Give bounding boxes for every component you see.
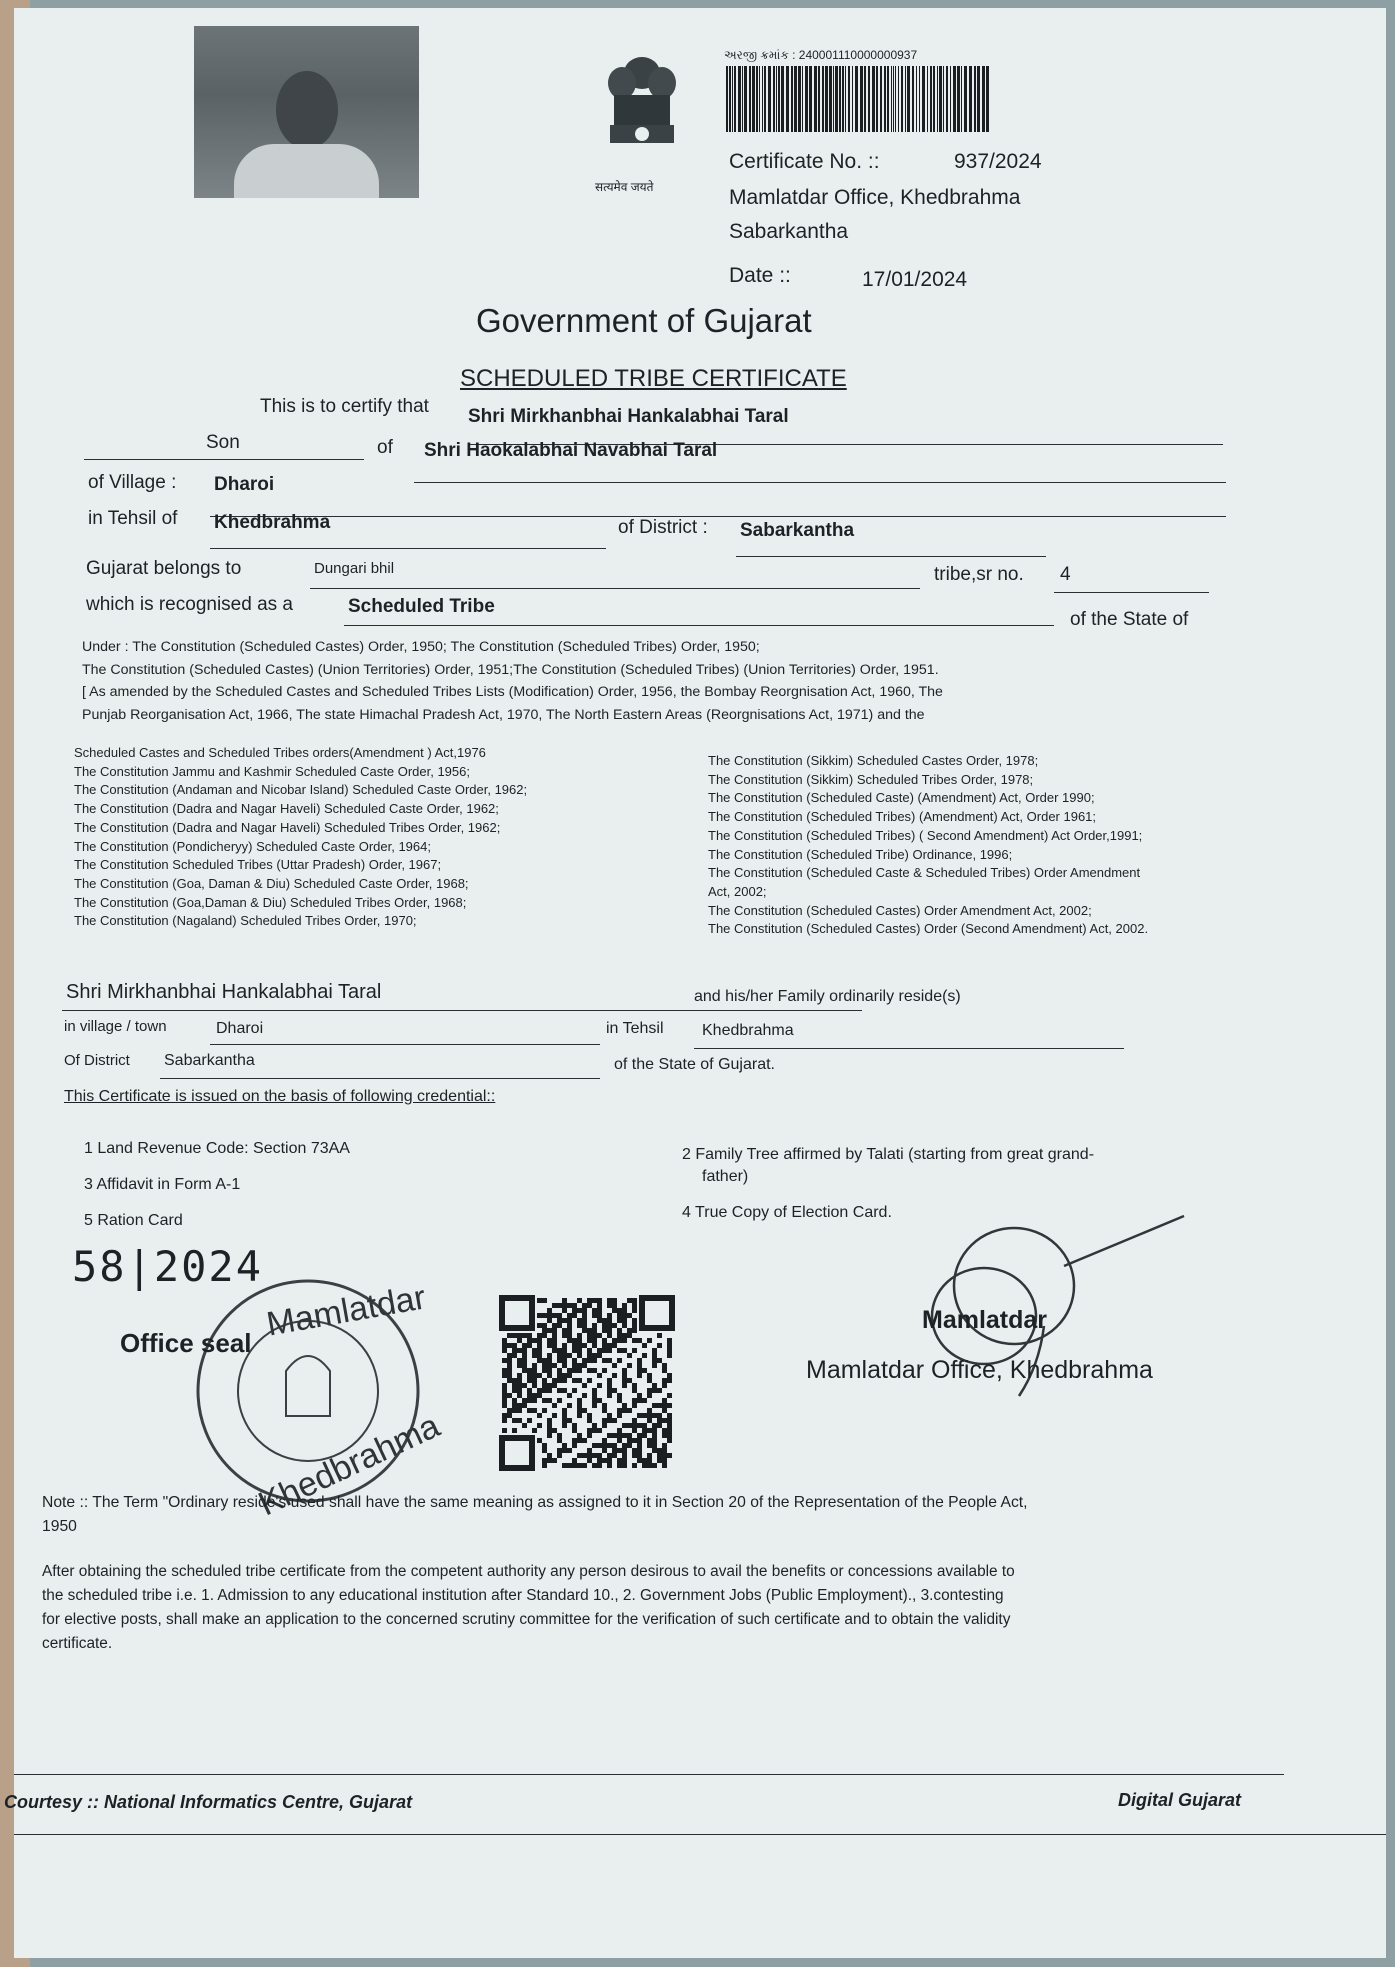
- national-emblem-icon: [592, 43, 692, 173]
- credentials-heading: This Certificate is issued on the basis of following credential::: [64, 1088, 496, 1105]
- order-item: The Constitution (Sikkim) Scheduled Tribes Order, 1978;: [708, 771, 1034, 787]
- validity-note: [42, 1560, 1015, 1656]
- residence-village-label: in village / town: [64, 1018, 167, 1035]
- order-item: The Constitution (Pondicheryy) Scheduled Caste Order, 1964;: [74, 838, 431, 854]
- tribe-name: Dungari bhil: [314, 560, 395, 577]
- order-item: The Constitution (Scheduled Tribes) (Amendment) Act, Order 1961;: [708, 809, 1097, 825]
- residence-tehsil-label: in Tehsil: [606, 1020, 664, 1037]
- validity-line: After obtaining the scheduled tribe certificate from the competent authority any person desirous to avail the benefits or concessions available to: [42, 1563, 1015, 1580]
- validity-line: certificate.: [42, 1635, 113, 1652]
- order-item: Scheduled Castes and Scheduled Tribes orders(Amendment ) Act,1976: [74, 745, 486, 760]
- residence-state: of the State of Gujarat.: [614, 1056, 775, 1073]
- certificate-title: SCHEDULED TRIBE CERTIFICATE: [460, 365, 847, 392]
- district: Sabarkantha: [740, 520, 855, 541]
- office-district: Sabarkantha: [729, 220, 849, 243]
- validity-line: for elective posts, shall make an application to the concerned scrutiny committee for the verification of such certificate and to obtain the validity: [42, 1611, 1011, 1628]
- recognised-label: which is recognised as a: [86, 594, 293, 615]
- order-item: The Constitution Scheduled Tribes (Uttar Pradesh) Order, 1967;: [74, 857, 442, 873]
- handwritten-number: 58|2024: [72, 1242, 264, 1291]
- order-item: The Constitution (Scheduled Caste) (Amendment) Act, Order 1990;: [708, 790, 1095, 806]
- credential-item: 5 Ration Card: [84, 1212, 183, 1229]
- photo-face: [276, 71, 338, 149]
- residence-district-label: Of District: [64, 1052, 130, 1069]
- note-year: 1950: [42, 1518, 77, 1535]
- tehsil-label: in Tehsil of: [88, 508, 178, 529]
- footer-courtesy: Courtesy :: National Informatics Centre, Gujarat: [4, 1792, 413, 1812]
- credential-item: 2 Family Tree affirmed by Talati (starting from great grand-: [682, 1146, 1095, 1163]
- barcode: [724, 66, 994, 132]
- office-name: Mamlatdar Office, Khedbrahma: [729, 186, 1021, 209]
- order-item: The Constitution Jammu and Kashmir Scheduled Caste Order, 1956;: [74, 763, 470, 779]
- credential-item: 4 True Copy of Election Card.: [682, 1204, 892, 1221]
- state-of-label: of the State of: [1070, 609, 1189, 630]
- validity-line: the scheduled tribe i.e. 1. Admission to any educational institution after Standard 10., 2. Government Jobs (Public Employment)., 3.contesting: [42, 1587, 1004, 1604]
- order-item: The Constitution (Andaman and Nicobar Island) Scheduled Caste Order, 1962;: [74, 782, 528, 798]
- father-name: Shri Haokalabhai Navabhai Taral: [424, 440, 718, 461]
- certificate-no-label: Certificate No. ::: [729, 150, 880, 173]
- application-number: અરજી ક્રમાંક : 240001110000000937: [724, 48, 918, 62]
- holder-name: Shri Mirkhanbhai Hankalabhai Taral: [468, 406, 789, 427]
- order-item: The Constitution (Sikkim) Scheduled Castes Order, 1978;: [708, 753, 1039, 768]
- signatory-office: Mamlatdar Office, Khedbrahma: [806, 1356, 1153, 1384]
- footer-brand: Digital Gujarat: [1118, 1790, 1242, 1810]
- credential-item: father): [702, 1168, 749, 1185]
- residence-tehsil: Khedbrahma: [702, 1022, 794, 1039]
- orders-right-list: [708, 752, 1268, 939]
- order-item: The Constitution (Scheduled Castes) Order (Second Amendment) Act, 2002.: [708, 921, 1149, 937]
- order-item: The Constitution (Scheduled Castes) Order Amendment Act, 2002;: [708, 902, 1092, 918]
- order-item: The Constitution (Scheduled Tribe) Ordinance, 1996;: [708, 846, 1013, 862]
- order-item: The Constitution (Goa, Daman & Diu) Scheduled Caste Order, 1968;: [74, 875, 469, 891]
- signatory-title: Mamlatdar: [922, 1306, 1048, 1334]
- order-item: The Constitution (Dadra and Nagar Haveli) Scheduled Caste Order, 1962;: [74, 801, 499, 817]
- belongs-label: Gujarat belongs to: [86, 558, 242, 579]
- holder-photo: [194, 26, 419, 198]
- resident-name: Shri Mirkhanbhai Hankalabhai Taral: [66, 981, 382, 1003]
- credential-item: 3 Affidavit in Form A-1: [84, 1176, 241, 1193]
- certify-label: This is to certify that: [260, 396, 429, 417]
- residence-district: Sabarkantha: [164, 1052, 255, 1069]
- seal-ring-bottom: Khedbrahma: [252, 1406, 446, 1524]
- residence-village: Dharoi: [216, 1020, 264, 1037]
- village-label: of Village :: [88, 472, 177, 493]
- reside-label: and his/her Family ordinarily reside(s): [694, 988, 961, 1005]
- tribe-sr-number: 4: [1060, 564, 1071, 585]
- certificate-no: 937/2024: [954, 150, 1042, 173]
- district-label: of District :: [618, 517, 708, 538]
- photo-shoulders: [234, 144, 379, 198]
- recognised-as: Scheduled Tribe: [348, 596, 495, 617]
- village: Dharoi: [214, 474, 275, 495]
- note-ordinary-resident: Note :: The Term "Ordinary reside's used shall have the same meaning as assigned to it in Section 20 of the Representation of the People Act,: [42, 1494, 1028, 1511]
- relation: Son: [206, 432, 240, 453]
- government-heading: Government of Gujarat: [476, 302, 812, 339]
- under-line: Under : The Constitution (Scheduled Castes) Order, 1950; The Constitution (Scheduled Tribes) Order, 1950;: [82, 639, 760, 655]
- of-label: of: [377, 437, 393, 458]
- order-item: The Constitution (Dadra and Nagar Haveli) Scheduled Tribes Order, 1962;: [74, 819, 501, 835]
- emblem-caption: सत्यमेव जयते: [595, 180, 654, 194]
- under-text: [82, 636, 943, 726]
- order-item: The Constitution (Scheduled Caste & Scheduled Tribes) Order Amendment: [708, 865, 1141, 881]
- seal-ring-top: Mamlatdar: [263, 1278, 429, 1344]
- under-line: Punjab Reorganisation Act, 1966, The state Himachal Pradesh Act, 1970, The North Eastern Areas (Reorgnisations Act, 1971) and the: [82, 706, 925, 723]
- credential-item: 1 Land Revenue Code: Section 73AA: [84, 1140, 350, 1157]
- tehsil: Khedbrahma: [214, 512, 331, 533]
- qr-code: [502, 1298, 672, 1468]
- orders-left-list: [74, 744, 634, 929]
- certificate-page: [4, 8, 1386, 1958]
- date-label: Date ::: [729, 264, 791, 287]
- order-item: The Constitution (Nagaland) Scheduled Tribes Order, 1970;: [74, 913, 417, 929]
- under-line: The Constitution (Scheduled Castes) (Union Territories) Order, 1951;The Constitution (Scheduled Tribes) (Union Territories) Order, 1951.: [82, 661, 939, 678]
- under-line: [ As amended by the Scheduled Castes and Scheduled Tribes Lists (Modification) Order, 1956, the Bombay Reorgnisation Act, 1960, The: [82, 684, 943, 701]
- issue-date: 17/01/2024: [862, 268, 968, 291]
- order-item: Act, 2002;: [708, 883, 767, 899]
- order-item: The Constitution (Scheduled Tribes) ( Second Amendment) Act Order,1991;: [708, 827, 1143, 843]
- tribe-sr-label: tribe,sr no.: [934, 564, 1024, 585]
- order-item: The Constitution (Goa,Daman & Diu) Scheduled Tribes Order, 1968;: [74, 894, 467, 910]
- office-seal-label: Office seal: [120, 1328, 252, 1358]
